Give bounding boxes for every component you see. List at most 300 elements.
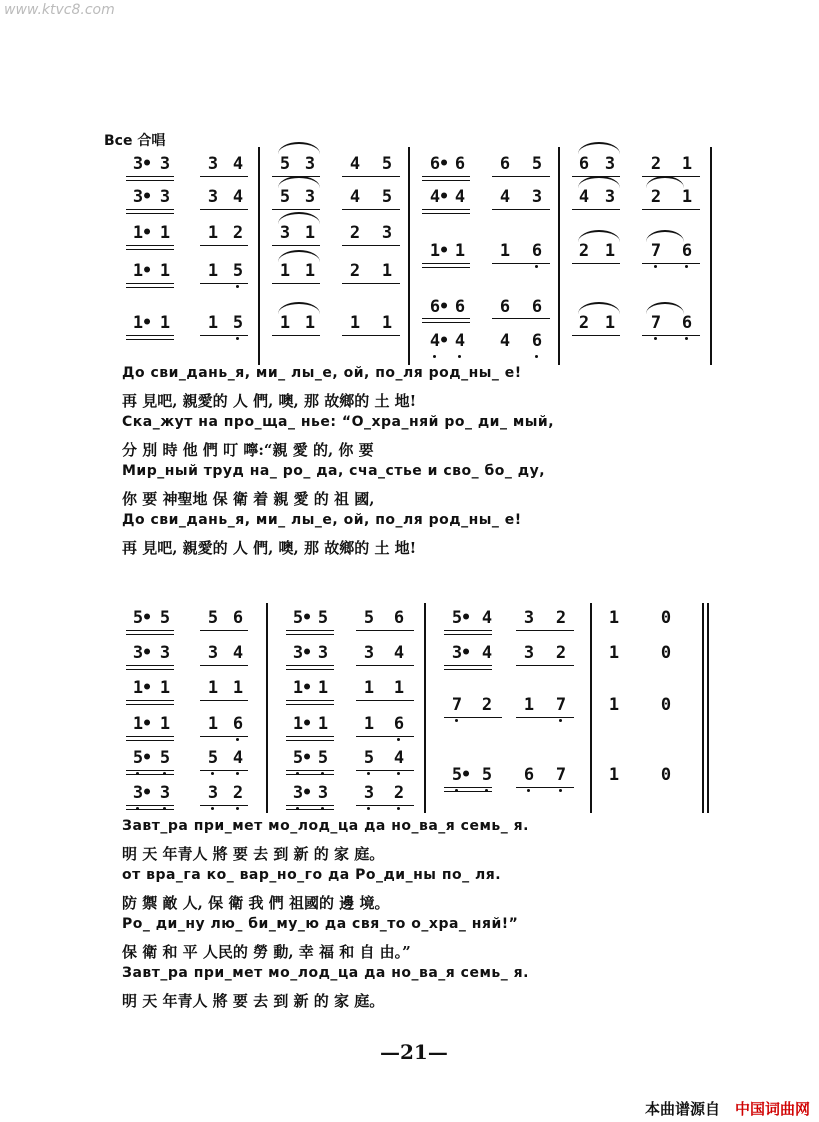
s1r3-note: 1 [207, 223, 219, 243]
beam-line [200, 770, 248, 771]
augmentation-dot: • [301, 783, 313, 803]
s1r5-note: 1 [159, 313, 171, 333]
beam-line [444, 630, 492, 631]
s1r5b-note: 6 [454, 297, 466, 317]
s2r2-note: 2 [555, 643, 567, 663]
s2r5-note: 5 [360, 747, 378, 769]
s1r1-note: 6 [429, 154, 441, 174]
beam-line [342, 283, 400, 284]
s2r2-note: 3 [207, 643, 219, 663]
augmentation-dot: • [301, 714, 313, 734]
s1r5-note: 1 [604, 313, 616, 333]
s1r4-note: 1 [304, 261, 316, 281]
s2r4-note: 6 [229, 713, 247, 735]
beam-line [422, 176, 470, 177]
s2r1-note: 6 [232, 608, 244, 628]
beam-line [126, 335, 174, 336]
beam-line [444, 717, 502, 718]
beam-line [342, 335, 400, 336]
s2r3-note: 1 [363, 678, 375, 698]
beam-line [444, 665, 492, 666]
slur [646, 230, 684, 242]
s1r1-note: 3 [304, 154, 316, 174]
beam-line [642, 263, 700, 264]
source-label: 本曲谱源自 [645, 1100, 721, 1118]
s2r5-note: 5 [314, 747, 332, 769]
augmentation-dot: • [301, 678, 313, 698]
augmentation-dot: • [460, 608, 472, 628]
augmentation-dot: • [141, 187, 153, 207]
augmentation-dot: • [438, 297, 450, 317]
s2r34-note: 2 [481, 695, 493, 715]
s2r1-note: 4 [481, 608, 493, 628]
barline [266, 603, 268, 813]
beam-line [492, 176, 550, 177]
s2r5-note: 4 [390, 747, 408, 769]
augmentation-dot: • [141, 714, 153, 734]
augmentation-dot: • [460, 765, 472, 785]
beam-line [126, 209, 174, 210]
beam-line [272, 209, 320, 210]
beam-line [200, 736, 248, 737]
s1r1-note: 5 [279, 154, 291, 174]
s2r5-note: 5 [129, 747, 147, 769]
s1r5-note: 1 [279, 313, 291, 333]
s1r5b-note: 4 [426, 330, 444, 352]
slur [646, 176, 684, 188]
s2r2-note: 3 [363, 643, 375, 663]
s1r2-note: 2 [650, 187, 662, 207]
s1r34-note: 7 [647, 240, 665, 262]
augmentation-dot: • [438, 187, 450, 207]
augmentation-dot: • [301, 643, 313, 663]
augmentation-dot: • [141, 678, 153, 698]
beam-line [286, 774, 334, 775]
system1-lyric-line: 你 要 神聖地 保 衛 着 親 愛 的 祖 國, [122, 489, 375, 508]
beam-line [200, 630, 248, 631]
system1-lyric-line: Ска_жут на про_ща_ нье: “О_хра_няй ро_ ди_ мый, [122, 414, 555, 430]
s1r5-note: 6 [678, 312, 696, 334]
s2r4-note: 1 [317, 714, 329, 734]
s2r6-note: 2 [390, 782, 408, 804]
beam-line [492, 318, 550, 319]
s1r3-note: 3 [279, 223, 291, 243]
augmentation-dot: • [438, 154, 450, 174]
beam-line [126, 630, 174, 631]
beam-line [126, 283, 174, 284]
s1r34-note: 1 [499, 241, 511, 261]
s2r2-note: 3 [451, 643, 463, 663]
s1r34-note: 1 [429, 241, 441, 261]
s1r1-note: 3 [604, 154, 616, 174]
s2r1-note: 5 [159, 608, 171, 628]
s2r34-note: 0 [660, 695, 672, 715]
system1-lyric-line: До сви_дань_я, ми_ лы_е, ой, по_ля род_ны_ е! [122, 365, 522, 381]
s1r2-note: 4 [349, 187, 361, 207]
beam-line [126, 287, 174, 288]
beam-line [200, 805, 248, 806]
s1r5-note: 5 [229, 312, 247, 334]
beam-line [286, 736, 334, 737]
beam-line [572, 209, 620, 210]
beam-line [422, 180, 470, 181]
system1-lyric-line: Мир_ный труд на_ ро_ да, сча_стье и сво_ бо_ ду, [122, 463, 546, 479]
s1r5-note: 1 [304, 313, 316, 333]
system1-lyric-line: 分 別 時 他 們 叮 嚀:“親 愛 的, 你 要 [122, 440, 374, 459]
beam-line [286, 634, 334, 635]
barline [707, 603, 709, 813]
barline [710, 147, 712, 365]
s2r1-note: 5 [317, 608, 329, 628]
beam-line [492, 263, 550, 264]
barline [258, 147, 260, 365]
s2r6-note: 2 [229, 782, 247, 804]
beam-line [272, 245, 320, 246]
beam-line [356, 630, 414, 631]
barline [408, 147, 410, 365]
s2r56-note: 7 [552, 764, 570, 786]
beam-line [286, 630, 334, 631]
s2r56-note: 1 [608, 765, 620, 785]
s2r4-note: 1 [159, 714, 171, 734]
s1r2-note: 4 [499, 187, 511, 207]
s1r5b-note: 6 [429, 297, 441, 317]
s2r3-note: 1 [317, 678, 329, 698]
s2r5-note: 5 [204, 747, 222, 769]
s2r1-note: 2 [555, 608, 567, 628]
s2r2-note: 4 [232, 643, 244, 663]
beam-line [422, 267, 470, 268]
augmentation-dot: • [141, 748, 153, 768]
beam-line [126, 249, 174, 250]
s2r34-note: 7 [448, 694, 466, 716]
s1r3-note: 1 [304, 223, 316, 243]
beam-line [356, 770, 414, 771]
s2r4-note: 1 [292, 714, 304, 734]
s2r6-note: 3 [129, 782, 147, 804]
beam-line [422, 318, 470, 319]
s1r4-note: 1 [132, 261, 144, 281]
s2r1-note: 6 [393, 608, 405, 628]
s1r2-note: 4 [578, 187, 590, 207]
s1r1-note: 5 [531, 154, 543, 174]
s2r6-note: 3 [204, 782, 222, 804]
s1r2-note: 3 [304, 187, 316, 207]
augmentation-dot: • [438, 241, 450, 261]
system2-lyric-line: 明 天 年青人 將 要 去 到 新 的 家 庭。 [122, 991, 385, 1010]
augmentation-dot: • [438, 331, 450, 351]
s1r5-note: 7 [647, 312, 665, 334]
s2r2-note: 3 [317, 643, 329, 663]
slur [278, 142, 320, 154]
s2r1-note: 0 [660, 608, 672, 628]
s1r1-note: 6 [454, 154, 466, 174]
system1-lyric-line: До сви_дань_я, ми_ лы_е, ой, по_ля род_ны_ е! [122, 512, 522, 528]
s1r2-note: 4 [232, 187, 244, 207]
s1r34-note: 1 [454, 241, 466, 261]
s1r5-note: 1 [381, 313, 393, 333]
system2-lyric-line: от вра_га ко_ вар_но_го да Ро_ди_ны по_ ля. [122, 867, 502, 883]
s2r3-note: 1 [232, 678, 244, 698]
beam-line [286, 740, 334, 741]
s1r4-note: 1 [381, 261, 393, 281]
s1r3-note: 2 [349, 223, 361, 243]
watermark: www.ktvc8.com [4, 2, 115, 18]
s1r5b-note: 4 [499, 331, 511, 351]
s1r1-note: 6 [578, 154, 590, 174]
s2r56-note: 5 [478, 764, 496, 786]
s1r4-note: 2 [349, 261, 361, 281]
s1r1-note: 2 [650, 154, 662, 174]
beam-line [272, 335, 320, 336]
augmentation-dot: • [141, 608, 153, 628]
s1r3-note: 2 [232, 223, 244, 243]
s2r5-note: 4 [229, 747, 247, 769]
beam-line [572, 263, 620, 264]
beam-line [126, 245, 174, 246]
slur [578, 176, 620, 188]
beam-line [200, 245, 248, 246]
beam-line [200, 209, 248, 210]
s1r1-note: 3 [159, 154, 171, 174]
s1r5b-note: 6 [499, 297, 511, 317]
beam-line [444, 787, 492, 788]
s2r6-note: 3 [156, 782, 174, 804]
s2r2-note: 3 [292, 643, 304, 663]
s1r3-note: 1 [159, 223, 171, 243]
s2r3-note: 1 [292, 678, 304, 698]
beam-line [342, 176, 400, 177]
augmentation-dot: • [141, 261, 153, 281]
site-name[interactable]: 中国词曲网 [735, 1100, 811, 1118]
s1r5-note: 1 [349, 313, 361, 333]
slur [278, 212, 320, 224]
s2r4-note: 1 [363, 714, 375, 734]
system2-lyric-line: Завт_ра при_мет мо_лод_ца да но_ва_я семь_ я. [122, 965, 529, 981]
s2r34-note: 1 [608, 695, 620, 715]
beam-line [272, 283, 320, 284]
s1r5b-note: 4 [451, 330, 469, 352]
s2r2-note: 4 [393, 643, 405, 663]
beam-line [572, 335, 620, 336]
s1r1-note: 6 [499, 154, 511, 174]
beam-line [286, 809, 334, 810]
augmentation-dot: • [301, 608, 313, 628]
s1r2-note: 1 [681, 187, 693, 207]
beam-line [286, 665, 334, 666]
s1r2-note: 4 [454, 187, 466, 207]
beam-line [444, 634, 492, 635]
s2r56-note: 0 [660, 765, 672, 785]
beam-line [492, 209, 550, 210]
beam-line [126, 774, 174, 775]
beam-line [126, 700, 174, 701]
beam-line [286, 770, 334, 771]
s1r2-note: 3 [159, 187, 171, 207]
s1r1-note: 5 [381, 154, 393, 174]
beam-line [422, 213, 470, 214]
system2-lyric-line: 防 禦 敵 人, 保 衛 我 們 祖國的 邊 境。 [122, 893, 390, 912]
s1r5-note: 2 [578, 313, 590, 333]
barline [424, 603, 426, 813]
beam-line [642, 335, 700, 336]
s1r34-note: 6 [678, 240, 696, 262]
s1r1-note: 1 [681, 154, 693, 174]
s2r56-note: 5 [448, 764, 466, 786]
beam-line [444, 669, 492, 670]
beam-line [422, 263, 470, 264]
s2r6-note: 3 [289, 782, 307, 804]
beam-line [422, 209, 470, 210]
s2r6-note: 3 [314, 782, 332, 804]
s1r34-note: 6 [528, 240, 546, 262]
beam-line [126, 704, 174, 705]
s2r34-note: 7 [552, 694, 570, 716]
augmentation-dot: • [460, 643, 472, 663]
beam-line [200, 176, 248, 177]
s2r1-note: 3 [523, 608, 535, 628]
s1r34-note: 2 [578, 241, 590, 261]
s1r4-note: 1 [279, 261, 291, 281]
s1r2-note: 3 [604, 187, 616, 207]
s2r3-note: 1 [207, 678, 219, 698]
s1r2-note: 5 [381, 187, 393, 207]
beam-line [126, 805, 174, 806]
slur [278, 302, 320, 314]
s1r2-note: 5 [279, 187, 291, 207]
beam-line [126, 213, 174, 214]
s2r34-note: 1 [523, 695, 535, 715]
s1r3-note: 3 [381, 223, 393, 243]
s1r1-note: 4 [349, 154, 361, 174]
beam-line [286, 669, 334, 670]
s2r1-note: 5 [292, 608, 304, 628]
s2r2-note: 1 [608, 643, 620, 663]
beam-line [126, 740, 174, 741]
s2r5-note: 5 [156, 747, 174, 769]
system2-lyric-line: 保 衛 和 平 人民的 勞 動, 幸 福 和 自 由。” [122, 942, 411, 961]
slur [578, 302, 620, 314]
barline [702, 603, 704, 813]
s2r3-note: 1 [393, 678, 405, 698]
s2r3-note: 1 [132, 678, 144, 698]
augmentation-dot: • [301, 748, 313, 768]
beam-line [126, 665, 174, 666]
s2r3-note: 1 [159, 678, 171, 698]
s2r4-note: 1 [132, 714, 144, 734]
beam-line [126, 339, 174, 340]
system2-lyric-line: 明 天 年青人 將 要 去 到 新 的 家 庭。 [122, 844, 385, 863]
slur [646, 302, 684, 314]
system1-lyric-line: 再 見吧, 親愛的 人 們, 噢, 那 故鄉的 土 地! [122, 391, 417, 410]
system2-lyric-line: Ро_ ди_ну лю_ би_му_ю да свя_то о_хра_ няй!” [122, 916, 519, 932]
s1r1-note: 3 [132, 154, 144, 174]
s1r5-note: 1 [132, 313, 144, 333]
s2r1-note: 5 [451, 608, 463, 628]
beam-line [356, 805, 414, 806]
s2r2-note: 3 [159, 643, 171, 663]
beam-line [286, 704, 334, 705]
beam-line [200, 283, 248, 284]
beam-line [516, 665, 574, 666]
augmentation-dot: • [141, 223, 153, 243]
system2-lyric-line: Завт_ра при_мет мо_лод_ца да но_ва_я семь_ я. [122, 818, 529, 834]
page-number: —21— [380, 1040, 448, 1064]
barline [590, 603, 592, 813]
augmentation-dot: • [141, 783, 153, 803]
system1-lyric-line: 再 見吧, 親愛的 人 們, 噢, 那 故鄉的 土 地! [122, 538, 417, 557]
s2r6-note: 3 [360, 782, 378, 804]
beam-line [126, 770, 174, 771]
s2r2-note: 0 [660, 643, 672, 663]
s1r5b-note: 6 [528, 330, 546, 352]
s2r2-note: 3 [132, 643, 144, 663]
beam-line [342, 245, 400, 246]
augmentation-dot: • [141, 154, 153, 174]
s2r1-note: 5 [132, 608, 144, 628]
augmentation-dot: • [141, 313, 153, 333]
beam-line [444, 791, 492, 792]
s2r2-note: 4 [481, 643, 493, 663]
s2r1-note: 5 [207, 608, 219, 628]
slur [578, 230, 620, 242]
beam-line [516, 630, 574, 631]
beam-line [356, 665, 414, 666]
s2r4-note: 1 [207, 714, 219, 734]
s1r34-note: 1 [604, 241, 616, 261]
s1r1-note: 4 [232, 154, 244, 174]
s1r2-note: 3 [207, 187, 219, 207]
slur [578, 142, 620, 154]
beam-line [356, 700, 414, 701]
beam-line [516, 787, 574, 788]
barline [558, 147, 560, 365]
s2r1-note: 5 [363, 608, 375, 628]
slur [278, 250, 320, 262]
s2r4-note: 6 [390, 713, 408, 735]
beam-line [356, 736, 414, 737]
beam-line [286, 805, 334, 806]
beam-line [642, 209, 700, 210]
s1r5-note: 1 [207, 313, 219, 333]
beam-line [516, 717, 574, 718]
slur [278, 176, 320, 188]
s1r4-note: 5 [229, 260, 247, 282]
s1r4-note: 1 [207, 261, 219, 281]
voice-label: Все 合唱 [104, 133, 166, 149]
beam-line [126, 669, 174, 670]
s1r1-note: 3 [207, 154, 219, 174]
s1r2-note: 4 [429, 187, 441, 207]
beam-line [342, 209, 400, 210]
beam-line [286, 700, 334, 701]
beam-line [126, 634, 174, 635]
s2r2-note: 3 [523, 643, 535, 663]
s2r56-note: 6 [520, 764, 538, 786]
beam-line [200, 335, 248, 336]
beam-line [200, 665, 248, 666]
beam-line [126, 180, 174, 181]
s1r2-note: 3 [531, 187, 543, 207]
s2r1-note: 1 [608, 608, 620, 628]
beam-line [126, 176, 174, 177]
s1r5b-note: 6 [531, 297, 543, 317]
augmentation-dot: • [141, 643, 153, 663]
beam-line [422, 322, 470, 323]
s1r4-note: 1 [159, 261, 171, 281]
s1r2-note: 3 [132, 187, 144, 207]
s2r5-note: 5 [289, 747, 307, 769]
